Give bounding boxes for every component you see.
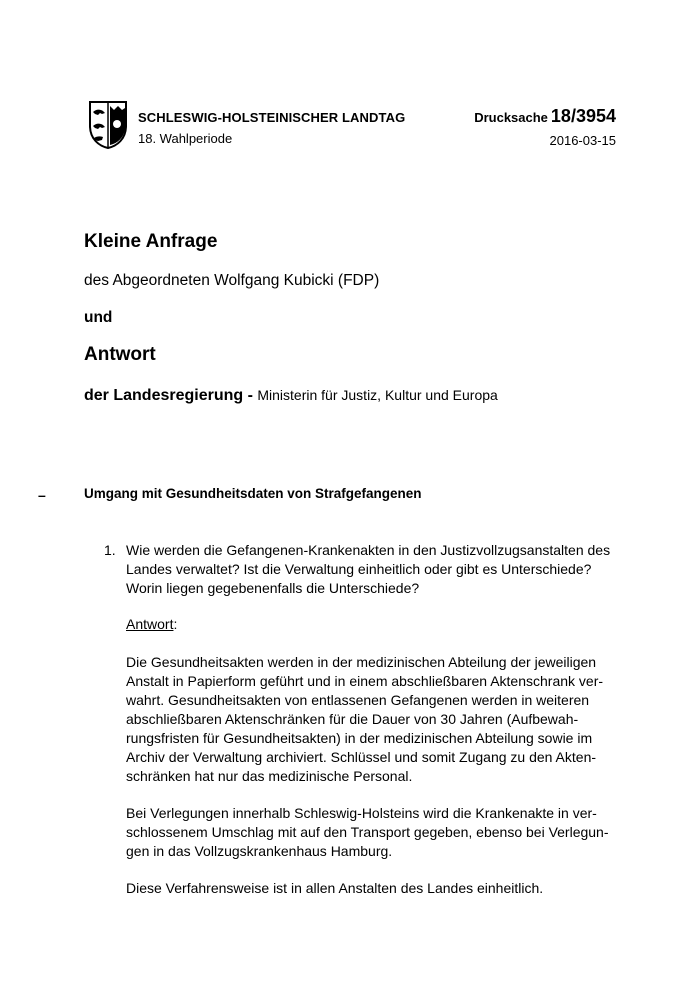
answer-paragraph (126, 653, 626, 786)
question-line: Worin liegen gegebenenfalls die Unterschiede? (126, 580, 420, 596)
answer-line: gen in das Vollzugskrankenhaus Hamburg. (126, 843, 393, 859)
responder-line (84, 385, 498, 406)
question-line: Landes verwaltet? Ist die Verwaltung einheitlich oder gibt es Unterschiede? (126, 561, 592, 577)
author-line: des Abgeordneten Wolfgang Kubicki (FDP) (84, 272, 380, 289)
parliament-name: SCHLESWIG-HOLSTEINISCHER LANDTAG (138, 110, 406, 125)
answer-label: Antwort (126, 616, 174, 632)
answer-line: Archiv der Verwaltung archiviert. Schlüssel und somit Zugang zu den Akten- (126, 749, 597, 765)
coat-of-arms-icon (88, 100, 128, 150)
margin-mark: – (38, 487, 46, 503)
answer-line: schränken hat nur das medizinische Personal. (126, 768, 413, 784)
question-text (126, 541, 626, 598)
question-line: Wie werden die Gefangenen-Krankenakten in den Justizvollzugsanstalten des (126, 542, 611, 558)
answer-line: Anstalt in Papierform geführt und in einem abschließbaren Aktenschrank ver- (126, 673, 604, 689)
responder-ministry: Ministerin für Justiz, Kultur und Europa (257, 387, 498, 403)
answer-line: Diese Verfahrensweise ist in allen Anstalten des Landes einheitlich. (126, 880, 544, 896)
topic-heading: Umgang mit Gesundheitsdaten von Strafgefangenen (84, 486, 422, 501)
question-number: 1. (104, 542, 116, 558)
answer-label-colon: : (173, 616, 178, 632)
answer-line: schlossenem Umschlag mit auf den Transport gegeben, ebenso bei Verlegun- (126, 824, 609, 840)
legislative-period: 18. Wahlperiode (138, 131, 233, 146)
answer-title: Antwort (84, 344, 156, 365)
answer-line: rungsfristen für Gesundheitsakten) in der medizinischen Abteilung sowie im (126, 730, 593, 746)
answer-line: abschließbaren Aktenschränken für die Dauer von 30 Jahren (Aufbewah- (126, 711, 579, 727)
answer-label-line (126, 615, 626, 634)
answer-paragraph (126, 804, 626, 861)
answer-line: wahrt. Gesundheitsakten von entlassenen Gefangenen werden in weiteren (126, 692, 590, 708)
answer-line: Bei Verlegungen innerhalb Schleswig-Holsteins wird die Krankenakte in ver- (126, 805, 597, 821)
answer-paragraph (126, 879, 626, 898)
document-type-title: Kleine Anfrage (84, 231, 218, 252)
drucksache-number: 18/3954 (550, 106, 616, 126)
document-date: 2016-03-15 (549, 133, 616, 148)
responder-bold: der Landesregierung - (84, 387, 253, 404)
conjunction: und (84, 309, 113, 326)
answer-line: Die Gesundheitsakten werden in der medizinischen Abteilung der jeweiligen (126, 654, 597, 670)
drucksache-label: Drucksache (474, 110, 548, 125)
